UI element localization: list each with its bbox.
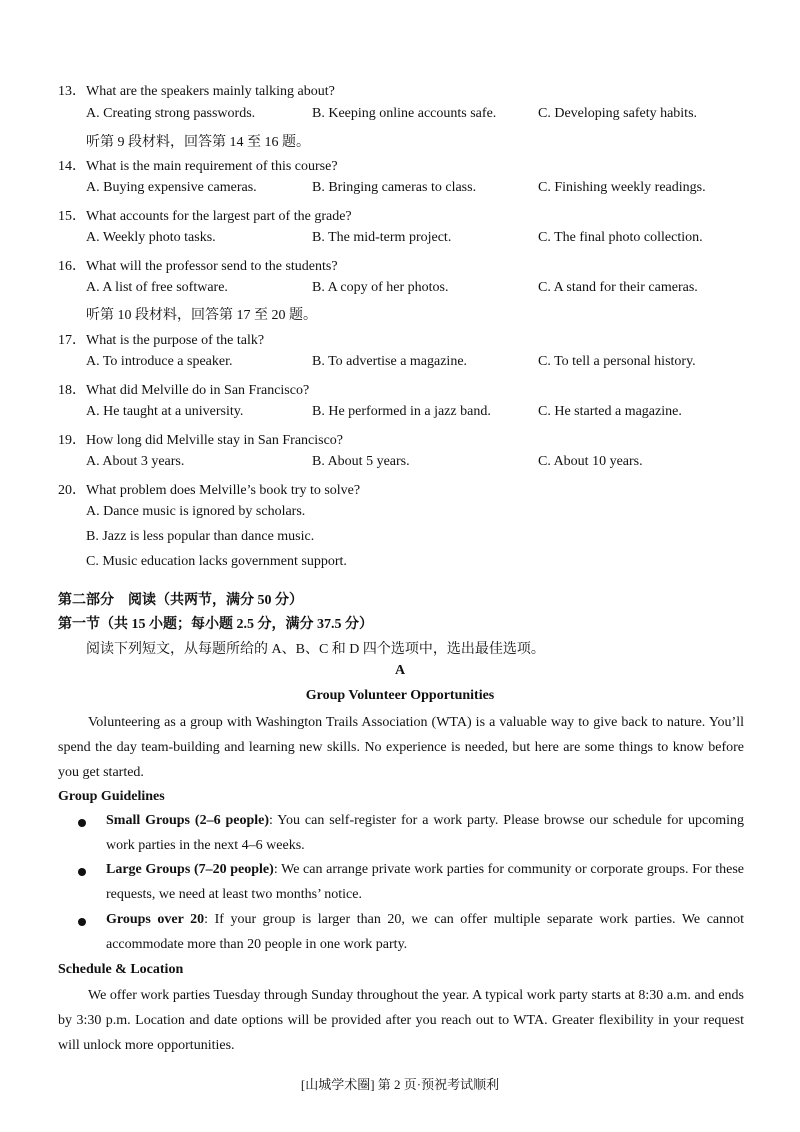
question-number: 20． (58, 483, 86, 498)
guideline-label: Large Groups (7–20 people) (106, 862, 274, 877)
question-stem: What accounts for the largest part of the grade? (86, 209, 352, 224)
question-stem: How long did Melville stay in San Francisco? (86, 433, 344, 448)
question-stem: What did Melville do in San Francisco? (86, 383, 310, 398)
question-stem: What is the purpose of the talk? (86, 333, 265, 348)
option-b: B. A copy of her photos. (312, 280, 449, 295)
option-c: C. Finishing weekly readings. (538, 180, 706, 195)
question-18 (58, 379, 309, 399)
question-17 (58, 329, 264, 349)
option-c: C. Developing safety habits. (538, 106, 698, 121)
option-a: A. Weekly photo tasks. (86, 230, 216, 245)
guideline-label: Groups over 20 (106, 912, 205, 927)
guideline-text: : We can arrange private work parties for community or corporate groups. For these requests, we need at least two months’ notice. (106, 862, 745, 902)
question-number: 16． (58, 259, 86, 274)
question-14 (58, 155, 338, 175)
option-a: A. He taught at a university. (86, 404, 244, 419)
question-16 (58, 255, 338, 275)
question-stem: What problem does Melville’s book try to solve? (86, 483, 361, 498)
guideline-label: Small Groups (2–6 people) (106, 813, 270, 828)
passage-intro: Volunteering as a group with Washington Trails Association (WTA) is a valuable way to give back to nature. You’ll spend the day team-building and learning new skills. No experience is needed, but here are some things to know before you get started. (58, 715, 744, 780)
option-b: B. Bringing cameras to class. (312, 180, 477, 195)
question-stem: What will the professor send to the students? (86, 259, 338, 274)
option-b: B. To advertise a magazine. (312, 354, 468, 369)
listening-note: 听第 9 段材料，回答第 14 至 16 题。 (86, 135, 310, 150)
schedule-heading: Schedule & Location (58, 962, 184, 977)
question-number: 14． (58, 159, 86, 174)
reading-instruction: 阅读下列短文，从每题所给的 A、B、C 和 D 四个选项中，选出最佳选项。 (86, 642, 545, 657)
question-number: 19． (58, 433, 86, 448)
option-a: A. About 3 years. (86, 454, 185, 469)
option-b: B. Keeping online accounts safe. (312, 106, 497, 121)
option-b: B. He performed in a jazz band. (312, 404, 491, 419)
question-number: 13． (58, 84, 86, 99)
passage-title: Group Volunteer Opportunities (305, 688, 495, 703)
guideline-text: : If your group is larger than 20, we can offer multiple separate work parties. We cannot accommodate more than 20 people in one work party. (106, 912, 745, 952)
option-c: C. About 10 years. (538, 454, 643, 469)
question-number: 18． (58, 383, 86, 398)
option-b: B. The mid-term project. (312, 230, 452, 245)
option-c: C. He started a magazine. (538, 404, 682, 419)
bullet-icon (78, 868, 86, 876)
question-number: 15． (58, 209, 86, 224)
option-a: A. To introduce a speaker. (86, 354, 233, 369)
guideline-text: : You can self-register for a work party. Please browse our schedule for upcoming work parties in the next 4–6 weeks. (106, 813, 744, 853)
option-b: B. Jazz is less popular than dance music. (86, 529, 315, 544)
option-c: C. The final photo collection. (538, 230, 703, 245)
option-c: C. A stand for their cameras. (538, 280, 698, 295)
schedule-text: We offer work parties Tuesday through Sunday throughout the year. A typical work party starts at 8:30 a.m. and ends by 3:30 p.m. Location and date options will be provided after you reach out to WTA. Greater flexibility in your request will unlock more opportunities. (58, 988, 744, 1053)
passage-letter: A (394, 663, 406, 678)
guideline-small-groups (106, 808, 744, 858)
option-b: B. About 5 years. (312, 454, 410, 469)
section-heading: 第一节（共 15 小题；每小题 2.5 分，满分 37.5 分） (58, 617, 373, 632)
guideline-groups-over-20 (106, 907, 744, 957)
option-a: A. Creating strong passwords. (86, 106, 256, 121)
question-19 (58, 429, 343, 449)
page-footer: [山城学术圈] 第 2 页·预祝考试顺利 (300, 1077, 500, 1092)
bullet-icon (78, 819, 86, 827)
question-stem: What is the main requirement of this course? (86, 159, 338, 174)
question-20 (58, 479, 360, 499)
question-13 (58, 80, 335, 100)
option-c: C. To tell a personal history. (538, 354, 696, 369)
option-a: A. Dance music is ignored by scholars. (86, 504, 306, 519)
question-stem: What are the speakers mainly talking about? (86, 84, 335, 99)
guidelines-heading: Group Guidelines (58, 789, 165, 804)
option-a: A. A list of free software. (86, 280, 228, 295)
option-a: A. Buying expensive cameras. (86, 180, 257, 195)
guideline-large-groups (106, 857, 744, 907)
question-15 (58, 205, 352, 225)
bullet-icon (78, 918, 86, 926)
part-heading: 第二部分 阅读（共两节，满分 50 分） (58, 593, 303, 608)
question-number: 17． (58, 333, 86, 348)
listening-note: 听第 10 段材料，回答第 17 至 20 题。 (86, 308, 317, 323)
option-c: C. Music education lacks government support. (86, 554, 347, 569)
